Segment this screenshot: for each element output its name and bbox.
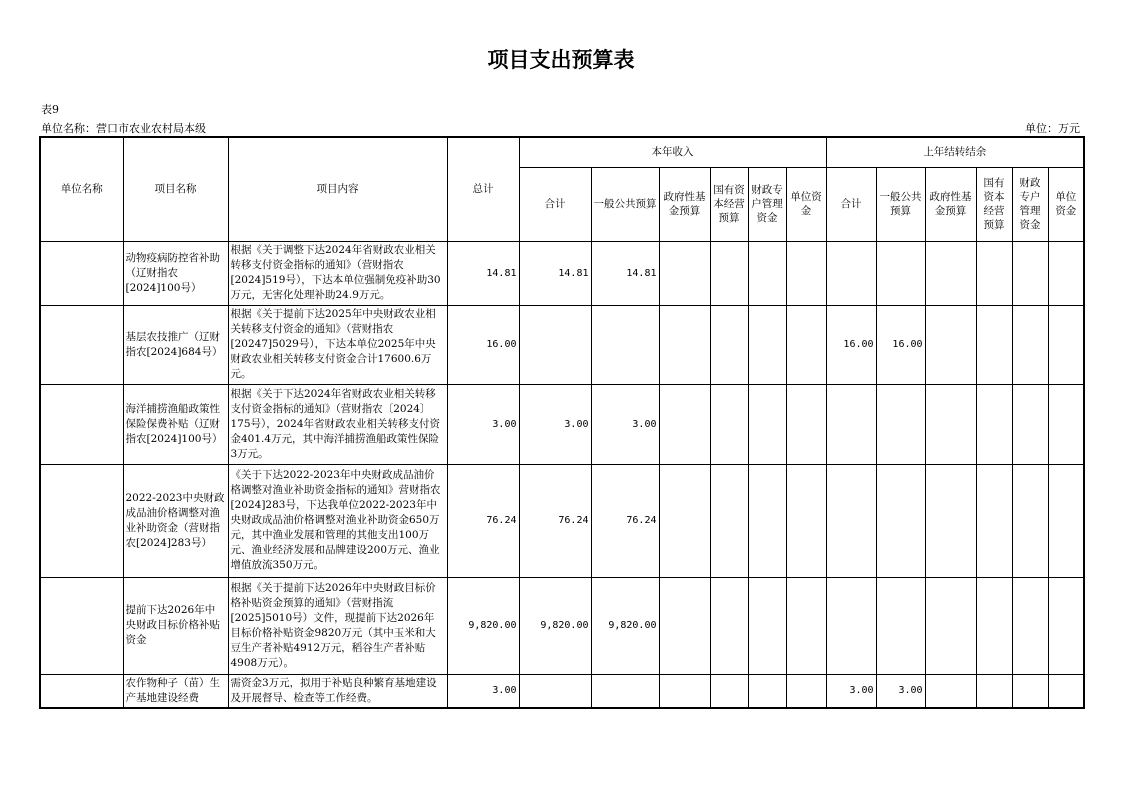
general-public-cell: [591, 674, 659, 708]
carryover-state-capital-cell: [976, 305, 1012, 384]
header-current-income: 本年收入: [519, 137, 826, 167]
table-row: [40, 464, 1084, 577]
carryover-unit-fund-cell: [1048, 305, 1084, 384]
subtotal-cell: [519, 674, 591, 708]
carryover-state-capital-cell: [976, 674, 1012, 708]
special-fund-cell: [748, 674, 786, 708]
gov-fund-cell: [659, 674, 710, 708]
project-name-cell: 基层农技推广（辽财指农[2024]684号）: [123, 305, 228, 384]
unit-fund-cell: [786, 241, 826, 305]
unit-fund-cell: [786, 674, 826, 708]
header-unit-name: 单位名称: [40, 137, 123, 241]
state-capital-cell: [710, 241, 748, 305]
gov-fund-cell: [659, 241, 710, 305]
carryover-gov-fund-cell: [925, 674, 976, 708]
header-special-account-fund: 财政专户管理资金: [748, 167, 786, 241]
carryover-gov-fund-cell: [925, 384, 976, 464]
general-public-cell: 14.81: [591, 241, 659, 305]
carryover-unit-fund-cell: [1048, 241, 1084, 305]
special-fund-cell: [748, 384, 786, 464]
carryover-subtotal-cell: 3.00: [826, 674, 876, 708]
unit-fund-cell: [786, 464, 826, 577]
header-carryover-state-capital-budget: 国有资本经营预算: [976, 167, 1012, 241]
carryover-gov-fund-cell: [925, 577, 976, 674]
carryover-general-public-cell: [876, 384, 925, 464]
table-row: [40, 384, 1084, 464]
header-gov-fund-budget: 政府性基金预算: [659, 167, 710, 241]
header-project-name: 项目名称: [123, 137, 228, 241]
header-carryover-gov-fund-budget: 政府性基金预算: [925, 167, 976, 241]
gov-fund-cell: [659, 577, 710, 674]
project-name-cell: 农作物种子（苗）生产基地建设经费: [123, 674, 228, 708]
gov-fund-cell: [659, 384, 710, 464]
special-fund-cell: [748, 577, 786, 674]
carryover-special-fund-cell: [1012, 241, 1048, 305]
project-content-cell: 需资金3万元，拟用于补贴良种繁育基地建设及开展督导、检查等工作经费。: [228, 674, 447, 708]
total-cell: 76.24: [447, 464, 519, 577]
carryover-state-capital-cell: [976, 577, 1012, 674]
state-capital-cell: [710, 577, 748, 674]
subtotal-cell: 3.00: [519, 384, 591, 464]
carryover-gov-fund-cell: [925, 464, 976, 577]
carryover-general-public-cell: [876, 577, 925, 674]
table-row: [40, 241, 1084, 305]
carryover-general-public-cell: 3.00: [876, 674, 925, 708]
header-carryover: 上年结转结余: [826, 137, 1084, 167]
special-fund-cell: [748, 241, 786, 305]
carryover-unit-fund-cell: [1048, 577, 1084, 674]
carryover-gov-fund-cell: [925, 305, 976, 384]
project-content-cell: 根据《关于提前下达2025年中央财政农业相关转移支付资金的通知》（营财指农[20247]5029号），下达本单位2025年中央财政农业相关转移支付资金合计17600.6万元。: [228, 305, 447, 384]
header-carryover-subtotal: 合计: [826, 167, 876, 241]
carryover-subtotal-cell: [826, 384, 876, 464]
total-cell: 16.00: [447, 305, 519, 384]
project-content-cell: 根据《关于下达2024年省财政农业相关转移支付资金指标的通知》（营财指农〔2024〕175号），2024年省财政农业相关转移支付资金401.4万元，其中海洋捕捞渔船政策性保险3万元。: [228, 384, 447, 464]
total-cell: 14.81: [447, 241, 519, 305]
table-row: [40, 577, 1084, 674]
total-cell: 9,820.00: [447, 577, 519, 674]
table-number: 表9: [41, 103, 59, 116]
gov-fund-cell: [659, 464, 710, 577]
unit-fund-cell: [786, 305, 826, 384]
carryover-subtotal-cell: 16.00: [826, 305, 876, 384]
carryover-unit-fund-cell: [1048, 384, 1084, 464]
subtotal-cell: 14.81: [519, 241, 591, 305]
unit-name-label: 单位名称：营口市农业农村局本级: [41, 122, 206, 135]
currency-unit-label: 单位：万元: [1025, 122, 1080, 135]
carryover-subtotal-cell: [826, 464, 876, 577]
project-content-cell: 《关于下达2022-2023年中央财政成品油价格调整对渔业补助资金指标的通知》营财指农[2024]283号，下达我单位2022-2023年中央财政成品油价格调整对渔业补助资金650万元，其中渔业发展和管理的其他支出100万元、渔业经济发展和品牌建设200万元、渔业增值放流350万元。: [228, 464, 447, 577]
carryover-gov-fund-cell: [925, 241, 976, 305]
carryover-subtotal-cell: [826, 577, 876, 674]
total-cell: 3.00: [447, 384, 519, 464]
header-unit-fund: 单位资金: [786, 167, 826, 241]
unit-cell: [40, 305, 123, 384]
table-row: [40, 305, 1084, 384]
unit-fund-cell: [786, 384, 826, 464]
project-name-cell: 2022-2023中央财政成品油价格调整对渔业补助资金（营财指农[2024]283号）: [123, 464, 228, 577]
carryover-state-capital-cell: [976, 384, 1012, 464]
page-title: 项目支出预算表: [487, 48, 635, 72]
general-public-cell: [591, 305, 659, 384]
carryover-special-fund-cell: [1012, 384, 1048, 464]
unit-cell: [40, 464, 123, 577]
special-fund-cell: [748, 464, 786, 577]
carryover-general-public-cell: [876, 241, 925, 305]
state-capital-cell: [710, 384, 748, 464]
gov-fund-cell: [659, 305, 710, 384]
carryover-general-public-cell: 16.00: [876, 305, 925, 384]
header-carryover-general-public-budget: 一般公共预算: [876, 167, 925, 241]
subtotal-cell: [519, 305, 591, 384]
general-public-cell: 9,820.00: [591, 577, 659, 674]
state-capital-cell: [710, 464, 748, 577]
project-content-cell: 根据《关于提前下达2026年中央财政目标价格补贴资金预算的通知》（营财指流[2025]5010号）文件，现提前下达2026年目标价格补贴资金9820万元（其中玉米和大豆生产者补贴4912万元，稻谷生产者补贴4908万元）。: [228, 577, 447, 674]
carryover-state-capital-cell: [976, 464, 1012, 577]
carryover-special-fund-cell: [1012, 674, 1048, 708]
header-total: 总计: [447, 137, 519, 241]
subtotal-cell: 76.24: [519, 464, 591, 577]
total-cell: 3.00: [447, 674, 519, 708]
unit-cell: [40, 577, 123, 674]
carryover-unit-fund-cell: [1048, 464, 1084, 577]
unit-cell: [40, 674, 123, 708]
unit-cell: [40, 384, 123, 464]
state-capital-cell: [710, 674, 748, 708]
carryover-general-public-cell: [876, 464, 925, 577]
header-carryover-unit-fund: 单位资金: [1048, 167, 1084, 241]
subtotal-cell: 9,820.00: [519, 577, 591, 674]
project-name-cell: 提前下达2026年中央财政目标价格补贴资金: [123, 577, 228, 674]
carryover-special-fund-cell: [1012, 577, 1048, 674]
carryover-subtotal-cell: [826, 241, 876, 305]
carryover-state-capital-cell: [976, 241, 1012, 305]
special-fund-cell: [748, 305, 786, 384]
header-subtotal: 合计: [519, 167, 591, 241]
project-budget-table: [39, 136, 1085, 709]
table-row: [40, 674, 1084, 708]
carryover-special-fund-cell: [1012, 305, 1048, 384]
unit-fund-cell: [786, 577, 826, 674]
carryover-special-fund-cell: [1012, 464, 1048, 577]
unit-cell: [40, 241, 123, 305]
project-name-cell: 动物疫病防控省补助（辽财指农[2024]100号）: [123, 241, 228, 305]
general-public-cell: 3.00: [591, 384, 659, 464]
header-project-content: 项目内容: [228, 137, 447, 241]
header-carryover-special-account-fund: 财政专户管理资金: [1012, 167, 1048, 241]
carryover-unit-fund-cell: [1048, 674, 1084, 708]
project-name-cell: 海洋捕捞渔船政策性保险保费补贴（辽财指农[2024]100号）: [123, 384, 228, 464]
state-capital-cell: [710, 305, 748, 384]
header-general-public-budget: 一般公共预算: [591, 167, 659, 241]
project-content-cell: 根据《关于调整下达2024年省财政农业相关转移支付资金指标的通知》（营财指农[2024]519号），下达本单位强制免疫补助30万元，无害化处理补助24.9万元。: [228, 241, 447, 305]
general-public-cell: 76.24: [591, 464, 659, 577]
header-state-capital-budget: 国有资本经营预算: [710, 167, 748, 241]
